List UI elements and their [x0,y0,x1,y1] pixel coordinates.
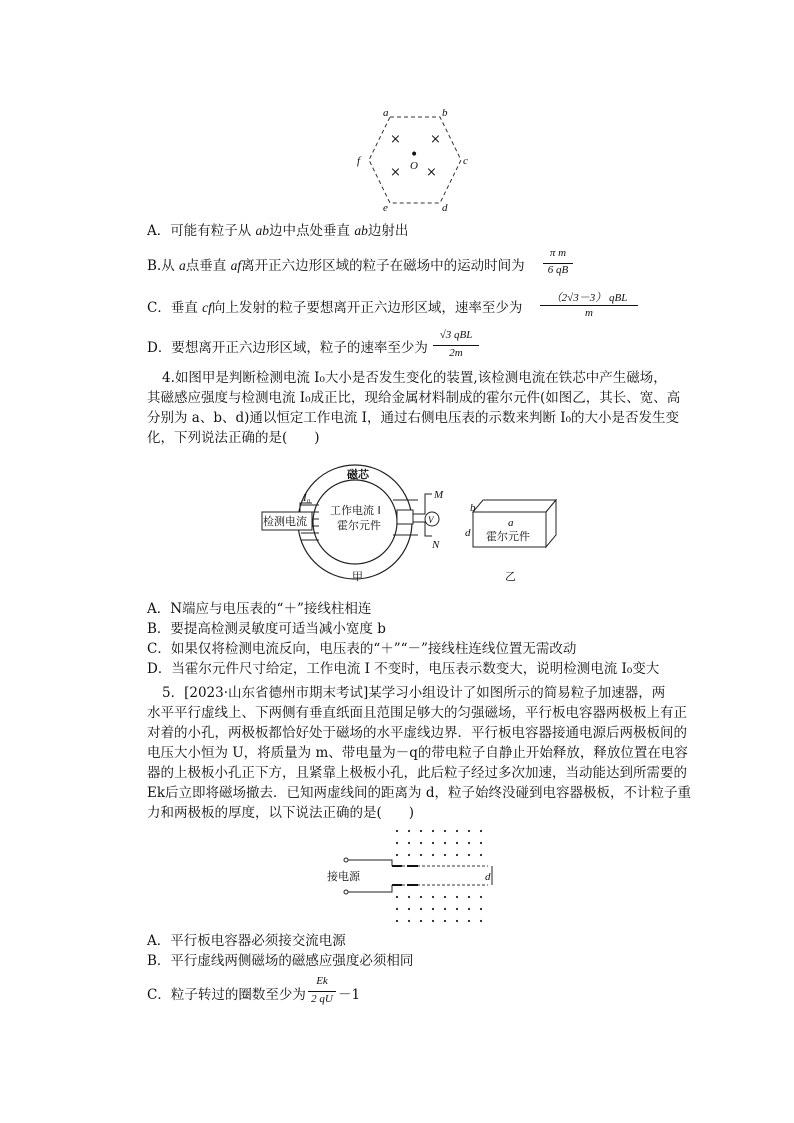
field-dot [420,854,422,856]
q5-option-a: A．平行板电容器必须接交流电源 [147,933,346,949]
power-label: 接电源 [327,870,360,883]
field-dot [420,842,422,844]
field-dot [420,920,422,922]
q4-option-c: C．如果仅将检测电流反向，电压表的“＋”“－”接线柱连线位置无需改动 [147,641,577,657]
field-dot [432,908,434,910]
q5-option-c: C．粒子转过的圈数至少为 [147,987,306,1003]
fig-jia-caption: 甲 [352,570,363,583]
terminal-bottom [344,890,348,894]
field-dot [432,842,434,844]
q4-option-a: A．N端应与电压表的“＋”接线柱相连 [147,601,372,617]
q3-option-b: B.从 a点垂直 af离开正六边形区域的粒子在磁场中的运动时间为 [147,258,525,274]
field-dot [456,854,458,856]
hex-label-c: c [463,155,468,167]
q5-option-b: B．平行虚线两侧磁场的磁感应强度必须相同 [147,953,414,969]
i0-label: I₀ [303,492,311,504]
terminal-top [344,858,348,862]
field-mark: × [430,132,441,147]
q3d-fraction-den: 2m [449,347,463,359]
q5-stem-line3: 对着的小孔，两极板都恰好处于磁场的水平虚线边界．平行板电容器接通电源后两极板间的 [147,725,687,741]
field-dot [396,908,398,910]
field-dot [480,842,482,844]
q3c-fraction-den: m [585,307,593,319]
field-dot [468,908,470,910]
field-dot [432,830,434,832]
field-dot [408,908,410,910]
field-dot [468,854,470,856]
field-dot [396,920,398,922]
field-dot [468,920,470,922]
work-current-label: 工作电流 I [330,504,381,517]
q5-stem-line1: 5．[2023·山东省德州市期末考试]某学习小组设计了如图所示的简易粒子加速器，两 [162,685,666,701]
hex-label-f: f [357,155,361,167]
m-label: M [434,489,444,501]
q4-option-d: D．当霍尔元件尺寸给定，工作电流 I 不变时，电压表示数变大，说明检测电流 I₀变大 [147,661,660,677]
q3-option-a: A．可能有粒子从 ab边中点处垂直 ab边射出 [147,223,409,239]
fig-yi-caption: 乙 [505,570,516,583]
field-dot [420,896,422,898]
field-dot [420,830,422,832]
field-dot [408,830,410,832]
hex-label-b: b [442,107,448,119]
field-dot [396,842,398,844]
field-dot [432,896,434,898]
center-dot: • [410,147,419,163]
gap-d-label: d [485,871,491,883]
q5-option-c-tail: －1 [338,987,361,1003]
box-a-label: a [508,517,514,529]
field-dot [420,908,422,910]
field-dot [432,920,434,922]
hex-label-d: d [442,202,448,214]
n-label: N [432,539,440,551]
q3-option-c: C．垂直 cf向上发射的粒子要想离开正六边形区域，速率至少为 [147,300,523,316]
field-dot [444,908,446,910]
q5-stem-line2: 水平平行虚线上、下两侧有垂直纸面且范围足够大的匀强磁场，平行板电容器两极板上有正 [147,705,687,721]
q5c-fraction-num: Ek [316,975,328,987]
q5-stem-line5: 器的上极板小孔正下方，且紧靠上极板小孔，此后粒子经过多次加速，当动能达到所需要的 [147,765,687,781]
q5-stem-line6: Ek后立即将磁场撤去．已知两虚线间的距离为 d，粒子始终没碰到电容器极板，不计粒子重 [147,785,691,801]
box-hall-label: 霍尔元件 [486,530,530,543]
q3-option-d: D．要想离开正六边形区域，粒子的速率至少为 [147,340,428,356]
hex-label-o: O [410,160,418,172]
field-dot [456,830,458,832]
field-mark: × [426,165,437,180]
q3d-fraction-num: √3 qBL [439,329,473,341]
field-dot [396,896,398,898]
field-dot [408,896,410,898]
field-dot [408,854,410,856]
box-b-label: b [470,502,476,514]
field-dot [444,920,446,922]
hall-label: 霍尔元件 [337,519,381,532]
q5-stem-line7: 力和两极板的厚度，以下说法正确的是( ) [147,805,415,821]
q4-stem-line1: 4.如图甲是判断检测电流 I₀大小是否发生变化的装置,该检测电流在铁芯中产生磁场， [162,370,667,386]
field-dot [444,830,446,832]
q5c-fraction-bar [308,991,336,992]
q5-stem-line4: 电压大小恒为 U，将质量为 m、带电量为－q的带电粒子自静止开始释放，释放位置在电容 [147,745,688,761]
field-dot [480,854,482,856]
field-dot [480,830,482,832]
field-dot [456,908,458,910]
power-wire-bottom [348,885,392,892]
hex-label-e: e [383,202,388,214]
field-dot [456,920,458,922]
field-dot [456,842,458,844]
q4-option-b: B．要提高检测灵敏度可适当减小宽度 b [147,621,386,637]
field-dot [456,896,458,898]
field-mark: × [390,132,401,147]
field-dot [468,896,470,898]
field-dot [408,920,410,922]
v-label: V [428,515,434,525]
field-dot [396,830,398,832]
field-dot [432,854,434,856]
q5c-fraction-den: 2 qU [311,993,333,1005]
field-dot [444,896,446,898]
detect-label: 检测电流 [263,515,307,528]
field-dot [480,920,482,922]
field-dot [396,854,398,856]
field-dot [480,896,482,898]
field-dot [468,842,470,844]
hex-label-a: a [383,107,389,119]
q4-stem-line3: 分别为 a、b、d)通以恒定工作电流 I，通过右侧电压表的示数来判断 I₀的大小是否发生变 [147,410,680,426]
q3b-fraction-den: 6 qB [547,264,569,276]
core-label: 磁芯 [347,468,369,481]
q3b-fraction-num: π m [549,247,567,259]
q3c-fraction-num: （2√3－3） qBL [550,292,628,304]
field-dot [408,842,410,844]
q4-stem-line2: 其磁感应强度与检测电流 I₀成正比，现给金属材料制成的霍尔元件(如图乙，其长、宽、高 [147,390,681,406]
field-dot [480,908,482,910]
box-d-label: d [465,527,471,539]
field-mark: × [390,165,401,180]
field-dot [444,854,446,856]
field-dot [468,830,470,832]
power-wire-top [348,860,392,866]
field-dot [444,842,446,844]
q4-stem-line4: 化，下列说法正确的是( ) [147,430,320,446]
